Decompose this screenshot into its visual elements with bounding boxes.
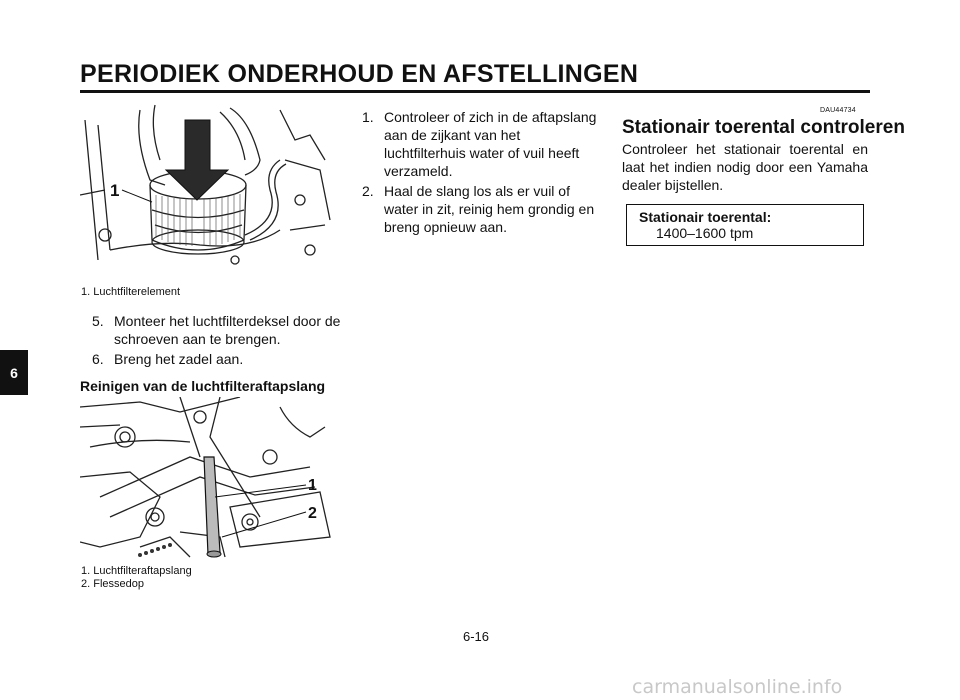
watermark: carmanualsonline.info — [632, 676, 843, 698]
section-body: Controleer het stationair toerental en laat het indien nodig door een Yamaha dealer bijstellen. — [622, 141, 868, 193]
step-6: 6. Breng het zadel aan. — [92, 351, 244, 367]
drain-hose-figure — [80, 397, 332, 562]
header-rule — [80, 90, 870, 93]
air-filter-illustration — [80, 100, 332, 280]
drain-hose-subheading: Reinigen van de luchtfilteraftapslang — [80, 378, 326, 394]
figure2-caption-1: 1. Luchtfilteraftapslang — [81, 565, 192, 577]
page-number: 6-16 — [463, 629, 490, 644]
page-title: PERIODIEK ONDERHOUD EN AFSTELLINGEN — [80, 60, 639, 88]
section-code: DAU44734 — [820, 107, 856, 114]
figure2-callout-2: 2 — [308, 505, 317, 522]
air-filter-figure — [80, 100, 332, 280]
section-title: Stationair toerental controleren — [622, 117, 905, 138]
steps-middle — [362, 108, 604, 238]
figure1-caption: 1. Luchtfilterelement — [81, 286, 181, 298]
steps-left — [92, 312, 342, 370]
spec-label: Stationair toerental: — [639, 209, 772, 225]
figure2-caption-2: 2. Flessedop — [81, 578, 144, 590]
spec-value: 1400–1600 tpm — [656, 225, 754, 241]
step-1: 1. Controleer of zich in de aftapslang aan de zijkant van het luchtfilterhuis water of vuil heeft verzameld. — [362, 109, 597, 179]
spec-box — [626, 204, 864, 246]
figure1-callout-1: 1 — [110, 181, 120, 200]
step-2: 2. Haal de slang los als er vuil of water in zit, reinig hem grondig en breng opnieuw aan. — [362, 183, 595, 235]
chapter-tab: 6 — [0, 350, 28, 395]
step-5: 5. Monteer het luchtfilterdeksel door de schroeven aan te brengen. — [92, 313, 341, 347]
drain-hose-illustration — [80, 397, 332, 562]
figure2-callout-1: 1 — [308, 477, 317, 494]
